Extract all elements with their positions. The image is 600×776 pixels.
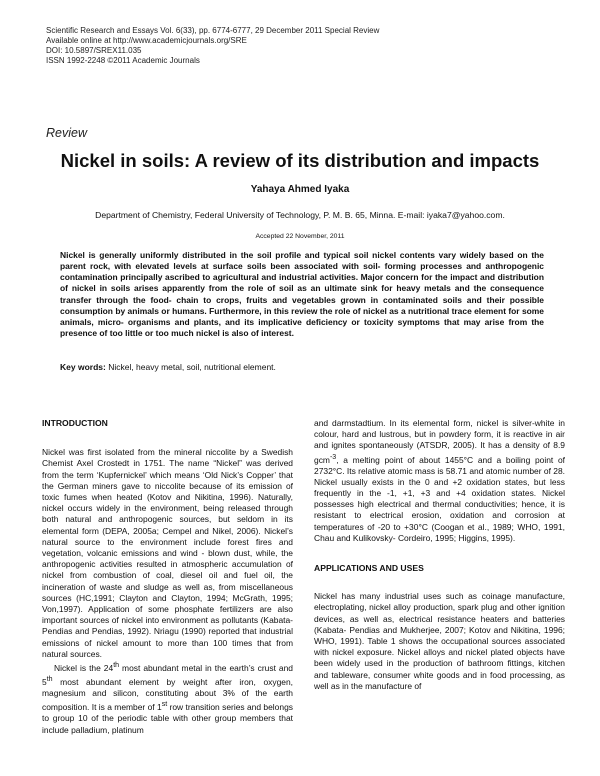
keywords bbox=[60, 362, 544, 372]
article-type-label: Review bbox=[46, 126, 87, 140]
superscript: -3 bbox=[329, 453, 337, 461]
accepted-date: Accepted 22 November, 2011 bbox=[255, 233, 345, 240]
journal-citation: Scientific Research and Essays Vol. 6(33), pp. 6774-6777, 29 December 2011 Special Review bbox=[46, 26, 380, 35]
intro-paragraph-1: Nickel was first isolated from the mineral niccolite by a Swedish Chemist Axel Crostedt in 1751. The name “Nickel” was derived from the term ‘Kupfernickel’ which means ‘Old Nick’s Copper’ that the German miners gave to niccolite because of its emission of toxic fumes when heated (Kotov and Nikitina, 1996). Naturally, nickel occurs widely in the environment, being released through both natural and anthropogenic sources, but seldom in its elemental form (DEPA, 2005a; Cempel and Nikel, 2006). Nickel’s natural source to the environment include forest fires and vegetation, volcanic emissions and wind - blown dust, while, the anthropogenic activities resulted in atmospheric accumulation of nickel from combustion of coal, diesel oil and fuel oil, the incineration of waste and sludge as well as, from miscellaneous sources (HC,1991; Clayton and Clayton, 1994; McGrath, 1995; Von,1997). Application of some phosphate fertilizers are also important sources of nickel into environment as pollutants (Kabata- Pendias and Pendias, 1992). Nriagu (1990) reported that industrial emissions of nickel amount to more than 100 times that from natural sources. bbox=[42, 447, 293, 659]
article-title: Nickel in soils: A review of its distribution and impacts bbox=[60, 150, 540, 171]
spacer bbox=[314, 544, 565, 563]
applications-paragraph-1: Nickel has many industrial uses such as coinage manufacture, electroplating, nickel alloy production, spark plug and other ignition devices, as well as, electrical resistance heaters and batteries (Kabata- Pendias and Mukherjee, 2007; Kotov and Nikitina, 1996; WHO, 1991). Table 1 shows the occupational sources associated with nickel exposure. Nickel alloys and nickel plated objects have been widely used in the production of bathroom fittings, kitchen and tableware, consumer white goods and in food processing, as well as in the manufacture of bbox=[314, 591, 565, 691]
text-run: most abundant metal in the earth’s crust and 5 bbox=[42, 662, 293, 687]
text-run: and darmstadtium. In its elemental form, nickel is silver-white in colour, hard and lustrous, but in powdery form, it is reactive in air and ignites spontaneously (ATSDR, 2005). It has a density of 8.9 gcm bbox=[314, 418, 565, 465]
superscript: th bbox=[113, 662, 120, 670]
left-column bbox=[42, 418, 293, 736]
text-run: , a melting point of about 1455°C and a boiling point of 2732°C. Its relative atomic mass is 58.71 and atomic number of 28. Nickel usually exists in the 0 and +2 oxidation states, but less frequently in the -1, +1, +3 and +4 oxidation states. Nickel possesses high electrical and thermal conductivities; hence, it is resistant to electrical erosion, oxidation and corrosion at temperatures of -20 to +30°C (Coogan et al., 1989; WHO, 1991, Chau and Kulikovsky- Cordeiro, 1995; Higgins, 1995). bbox=[314, 454, 565, 543]
applications-heading: APPLICATIONS AND USES bbox=[314, 563, 424, 574]
text-run: row transition series and belongs to group 10 of the periodic table with other group members that include palladium, platinum bbox=[42, 702, 293, 735]
author-affiliation: Department of Chemistry, Federal University of Technology, P. M. B. 65, Minna. E-mail: iyaka7@yahoo.com. bbox=[95, 210, 505, 220]
keywords-text: Nickel, heavy metal, soil, nutritional element. bbox=[105, 362, 276, 372]
doi: DOI: 10.5897/SREX11.035 bbox=[46, 46, 142, 55]
issn: ISSN 1992-2248 ©2011 Academic Journals bbox=[46, 56, 200, 65]
superscript: th bbox=[46, 676, 53, 684]
superscript: st bbox=[161, 701, 168, 709]
introduction-heading: INTRODUCTION bbox=[42, 418, 108, 428]
text-run: Nickel is the 24 bbox=[54, 662, 114, 673]
journal-url: Available online at http://www.academicjournals.org/SRE bbox=[46, 36, 247, 45]
intro-paragraph-2 bbox=[42, 660, 293, 736]
journal-header bbox=[46, 26, 379, 66]
right-column bbox=[314, 418, 565, 692]
keywords-label: Key words: bbox=[60, 362, 106, 372]
text-run: most abundant element by weight after iron, oxygen, magnesium and silicon, constituting about 3% of the earth composition. It is a member of 1 bbox=[42, 676, 293, 713]
intro-paragraph-3 bbox=[314, 418, 565, 544]
author-name: Yahaya Ahmed Iyaka bbox=[250, 184, 350, 195]
abstract: Nickel is generally uniformly distributed in the soil profile and typical soil nickel contents vary widely based on the parent rock, with elevated levels at surface soils been associated with soil- forming processes and anthropogenic contamination principally ascribed to agricultural and industrial activities. Major concern for the impact and distribution of nickel in soils arises apparently from the role of soil as an ultimate sink for heavy metals and the consequence transfer through the food- chain to crops, fruits and vegetables grown in contaminated soils and their possible consumption by animals or humans. Furthermore, in this review the role of nickel as a nutritional trace element for some animals, micro- organisms and plants, and its implicative deficiency or toxicity symptoms that may arise from the presence of too little or too much nickel is also of interest. bbox=[60, 250, 544, 339]
